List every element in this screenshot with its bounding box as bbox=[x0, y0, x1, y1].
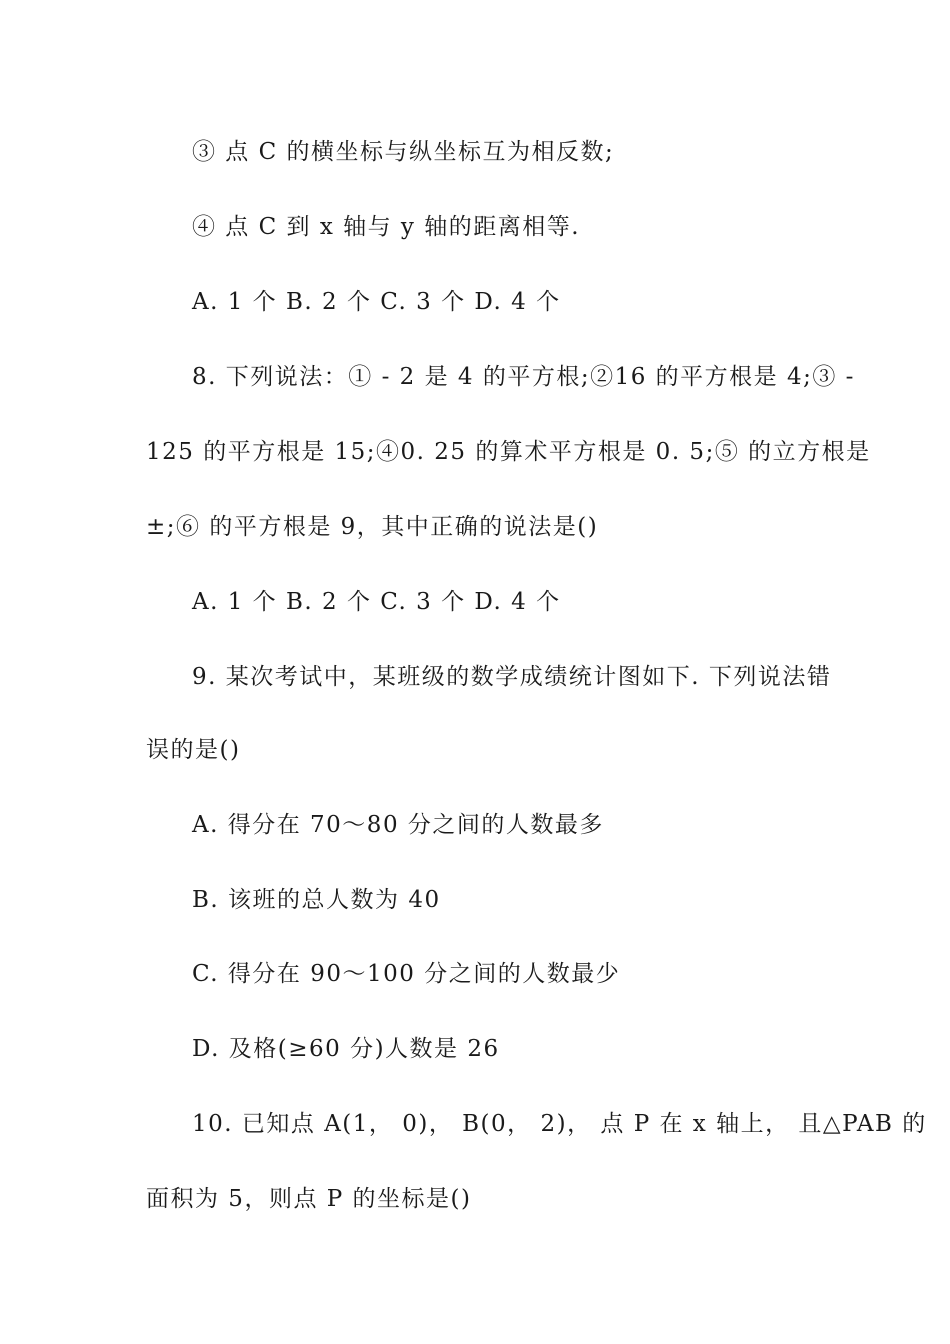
q8-stem-line-2: 125 的平方根是 15;④0. 25 的算术平方根是 0. 5;⑤ 的立方根是 bbox=[146, 439, 871, 465]
q7-statement-4: ④ 点 C 到 x 轴与 y 轴的距离相等. bbox=[192, 214, 581, 240]
q8-stem-line-1: 8. 下列说法：① - 2 是 4 的平方根;②16 的平方根是 4;③ - bbox=[192, 364, 855, 390]
q10-stem-line-1: 10. 已知点 A(1， 0)， B(0， 2)， 点 P 在 x 轴上， 且△PAB 的 bbox=[192, 1111, 927, 1137]
q7-statement-3: ③ 点 C 的横坐标与纵坐标互为相反数; bbox=[192, 139, 615, 165]
q8-stem-line-3: ±;⑥ 的平方根是 9，其中正确的说法是() bbox=[146, 514, 599, 540]
q8-options: A. 1 个 B. 2 个 C. 3 个 D. 4 个 bbox=[192, 589, 561, 615]
q9-option-c: C. 得分在 90～100 分之间的人数最少 bbox=[192, 961, 621, 987]
q9-stem-line-1: 9. 某次考试中，某班级的数学成绩统计图如下. 下列说法错 bbox=[192, 664, 832, 690]
q9-option-d: D. 及格(≥60 分)人数是 26 bbox=[192, 1036, 500, 1062]
q9-stem-line-2: 误的是() bbox=[146, 737, 241, 763]
q7-options: A. 1 个 B. 2 个 C. 3 个 D. 4 个 bbox=[192, 289, 561, 315]
q9-option-b: B. 该班的总人数为 40 bbox=[192, 887, 441, 913]
q10-stem-line-2: 面积为 5，则点 P 的坐标是() bbox=[146, 1186, 472, 1212]
q9-option-a: A. 得分在 70～80 分之间的人数最多 bbox=[192, 812, 604, 838]
